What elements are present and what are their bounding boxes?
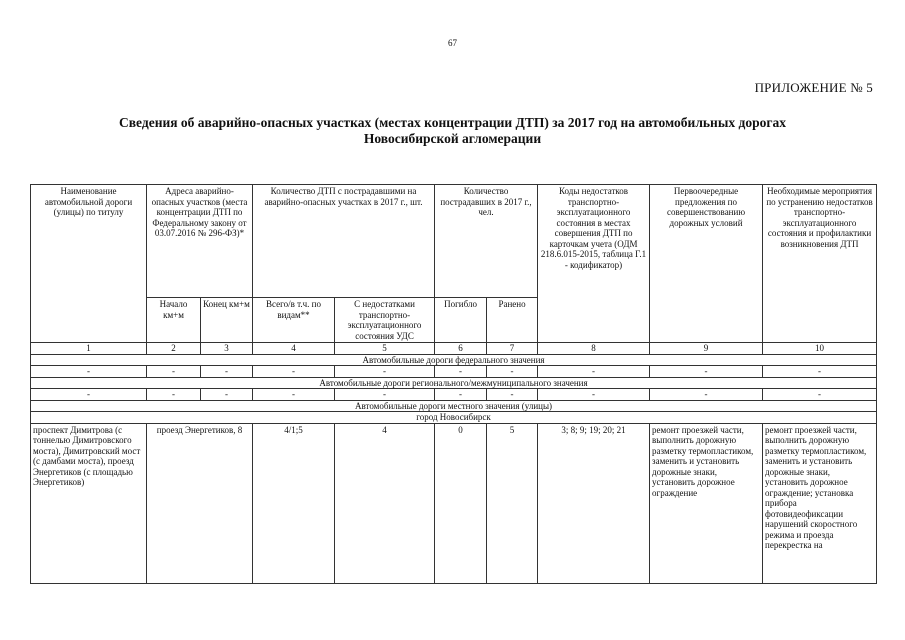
empty-cell: - <box>763 366 877 378</box>
codes-cell: 3; 8; 9; 19; 20; 21 <box>538 423 650 583</box>
header-proposals: Первоочередные предложения по совершенствованию дорожных условий <box>650 185 763 343</box>
column-number: 6 <box>435 343 487 355</box>
empty-cell: - <box>253 366 335 378</box>
title-line-2: Новосибирской агломерации <box>363 131 542 146</box>
header-start-km: Начало км+м <box>147 298 201 343</box>
killed-cell: 0 <box>435 423 487 583</box>
header-accident-count: Количество ДТП с пострадавшими на аварийно-опасных участках в 2017 г., шт. <box>253 185 435 298</box>
header-end-km: Конец км+м <box>201 298 253 343</box>
section-row-local <box>31 400 877 412</box>
section-city: город Новосибирск <box>31 412 877 424</box>
empty-cell: - <box>31 366 147 378</box>
empty-cell: - <box>650 366 763 378</box>
column-number-row <box>31 343 877 355</box>
header-road-name: Наименование автомобильной дороги (улицы) по титулу <box>31 185 147 343</box>
title-line-1: Сведения об аварийно-опасных участках (местах концентрации ДТП) за 2017 год на автомобильных дорогах <box>119 115 786 130</box>
empty-cell: - <box>538 389 650 401</box>
column-number: 7 <box>487 343 538 355</box>
header-injured: Ранено <box>487 298 538 343</box>
document-title <box>40 115 865 147</box>
empty-cell: - <box>763 389 877 401</box>
empty-row-federal <box>31 366 877 378</box>
empty-cell: - <box>538 366 650 378</box>
appendix-label: ПРИЛОЖЕНИЕ № 5 <box>754 80 873 95</box>
empty-cell: - <box>31 389 147 401</box>
empty-cell: - <box>435 389 487 401</box>
header-with-defects: С недостатками транспортно-эксплуатационного состояния УДС <box>335 298 435 343</box>
header-defect-codes: Коды недостатков транспортно-эксплуатационного состояния в местах совершения ДТП по карточкам учета (ОДМ 218.6.015-2015, таблица Г.1 - кодификатор) <box>538 185 650 343</box>
empty-cell: - <box>253 389 335 401</box>
empty-row-regional <box>31 389 877 401</box>
accident-sites-table <box>30 184 877 584</box>
section-local-roads: Автомобильные дороги местного значения (улицы) <box>31 400 877 412</box>
header-row-1 <box>31 185 877 298</box>
empty-cell: - <box>147 389 201 401</box>
empty-cell: - <box>435 366 487 378</box>
empty-cell: - <box>650 389 763 401</box>
injured-cell: 5 <box>487 423 538 583</box>
header-measures: Необходимые мероприятия по устранению недостатков транспортно-эксплуатационного состояния и профилактики возникновения ДТП <box>763 185 877 343</box>
page-number: 67 <box>448 38 457 48</box>
header-victims: Количество пострадавших в 2017 г., чел. <box>435 185 538 298</box>
header-address: Адреса аварийно-опасных участков (места концентрации ДТП по Федеральному закону от 03.07.2016 № 296-ФЗ)* <box>147 185 253 298</box>
header-killed: Погибло <box>435 298 487 343</box>
empty-cell: - <box>335 389 435 401</box>
empty-cell: - <box>201 366 253 378</box>
column-number: 4 <box>253 343 335 355</box>
column-number: 5 <box>335 343 435 355</box>
column-number: 1 <box>31 343 147 355</box>
section-row-city <box>31 412 877 424</box>
empty-cell: - <box>201 389 253 401</box>
section-regional-roads: Автомобильные дороги регионального/межмуниципального значения <box>31 377 877 389</box>
section-row-federal <box>31 354 877 366</box>
column-number: 8 <box>538 343 650 355</box>
section-row-regional <box>31 377 877 389</box>
empty-cell: - <box>487 366 538 378</box>
section-federal-roads: Автомобильные дороги федерального значения <box>31 354 877 366</box>
column-number: 2 <box>147 343 201 355</box>
measures-cell: ремонт проезжей части, выполнить дорожную разметку термопластиком, заменить и установить дорожные знаки, установить дорожное ограждение; установка прибора фотовидеофиксации нарушений скоростного режима и проезда перекрестка на <box>763 423 877 583</box>
empty-cell: - <box>335 366 435 378</box>
header-total: Всего/в т.ч. по видам** <box>253 298 335 343</box>
column-number: 3 <box>201 343 253 355</box>
empty-cell: - <box>147 366 201 378</box>
with-defects-cell: 4 <box>335 423 435 583</box>
column-number: 9 <box>650 343 763 355</box>
total-cell: 4/1;5 <box>253 423 335 583</box>
road-name-cell: проспект Димитрова (с тоннелью Димитровского моста), Димитровский мост (с дамбами моста), проезд Энергетиков (с площадью Энергетиков) <box>31 423 147 583</box>
address-cell: проезд Энергетиков, 8 <box>147 423 253 583</box>
proposals-cell: ремонт проезжей части, выполнить дорожную разметку термопластиком, заменить и установить дорожные знаки, установить дорожное ограждение <box>650 423 763 583</box>
table-row <box>31 423 877 583</box>
empty-cell: - <box>487 389 538 401</box>
column-number: 10 <box>763 343 877 355</box>
